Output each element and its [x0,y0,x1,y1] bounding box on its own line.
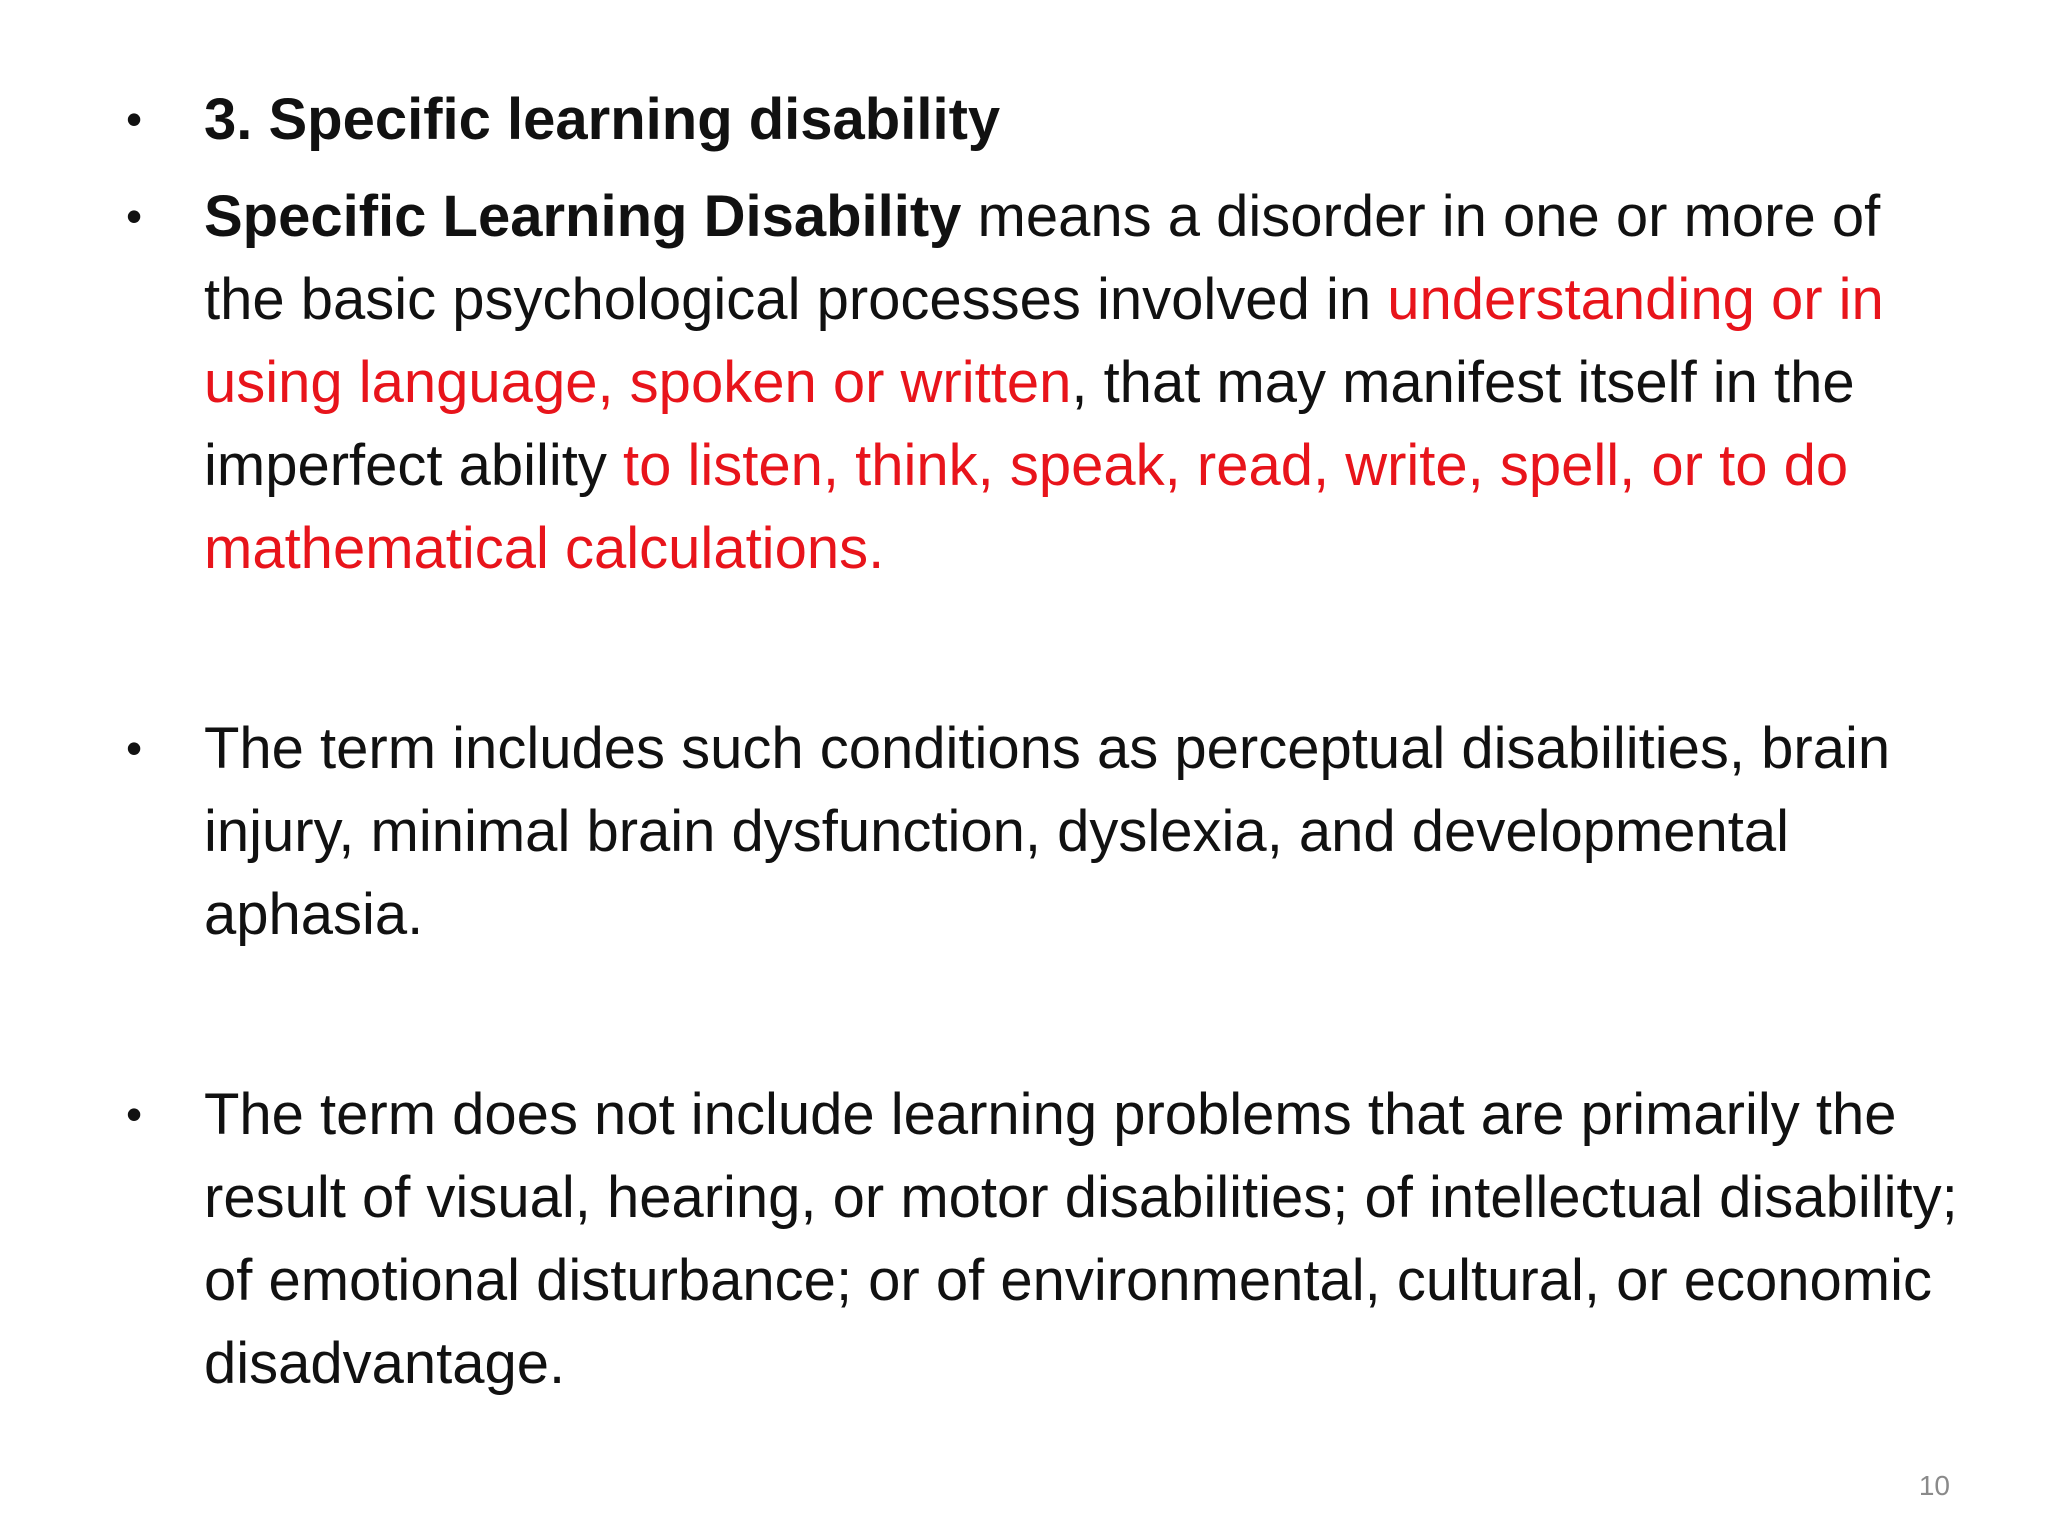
page-number: 10 [1918,1470,1950,1501]
bullet-icon: • [126,722,143,774]
bullet-icon: • [126,1088,143,1140]
bullet-list [118,78,1958,1405]
bullet-icon: • [126,93,143,145]
definition-text: , that may manifest itself in the imperfect ability [204,350,1855,498]
bullet-item-definition [118,175,1958,590]
bullet-item-excludes [118,1073,1958,1405]
bullet-text: The term does not include learning problems that are primarily the result of visual, hearing, or motor disabilities; of intellectual disability; of emotional disturbance; or of environmental, cultural, or economic disadvantage. [204,1082,1958,1396]
bullet-text: The term includes such conditions as perceptual disabilities, brain injury, minimal brain dysfunction, dyslexia, and developmental aphasia. [204,716,1891,947]
bullet-item-heading [118,78,1958,161]
bullet-icon: • [126,190,143,242]
section-heading: 3. Specific learning disability [204,87,1001,152]
highlighted-text: to listen, think, speak, read, write, spell, or to do mathematical calculations. [204,433,1849,581]
bullet-item-includes [118,707,1958,956]
highlighted-text: understanding or in using language, spoken or written [204,267,1884,415]
definition-text: means a disorder in one or more of the basic psychological processes involved in [204,184,1881,332]
defined-term: Specific Learning Disability [204,184,962,249]
